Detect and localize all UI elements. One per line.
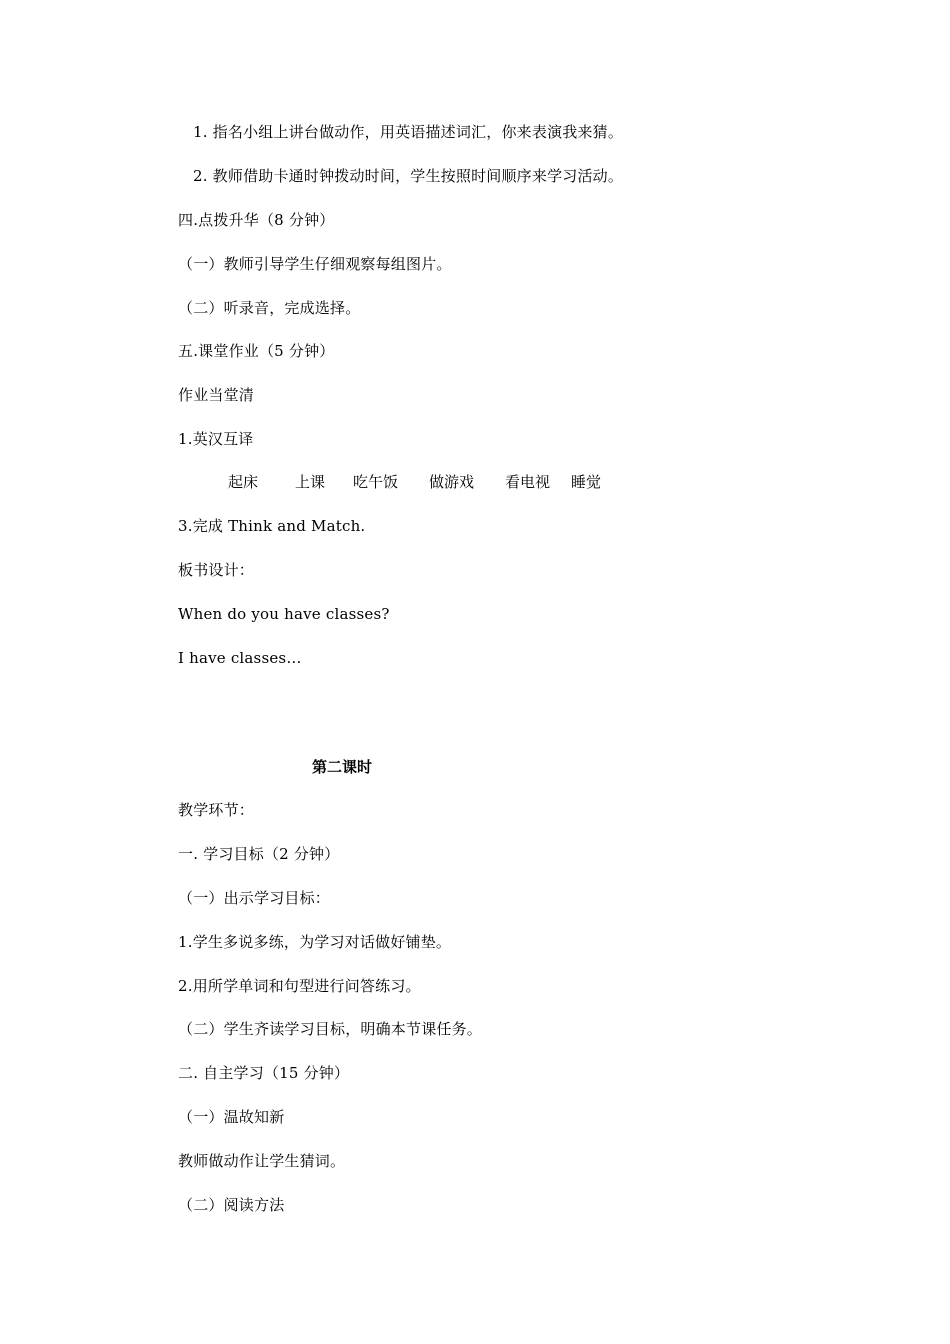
vocab-word: 看电视 [505, 473, 551, 491]
board-line-question: When do you have classes? [178, 605, 390, 623]
step-one-item-a: （一）出示学习目标： [178, 889, 331, 907]
list-item-clock-activity: 2. 教师借助卡通时钟拨动时间，学生按照时间顺序来学习活动。 [193, 167, 624, 185]
step-two-item-b: （二）阅读方法 [178, 1196, 285, 1214]
step-four-title: 四.点拨升华（8 分钟） [178, 211, 335, 229]
vocab-word: 睡觉 [571, 473, 602, 491]
vocab-word: 起床 [228, 473, 259, 491]
step-one-item-b: （二）学生齐读学习目标，明确本节课任务。 [178, 1020, 483, 1038]
homework-note: 作业当堂清 [178, 386, 255, 404]
vocab-list [178, 472, 778, 492]
step-one-title: 一. 学习目标（2 分钟） [178, 845, 340, 863]
exercise-one-title: 1.英汉互译 [178, 430, 254, 448]
vocab-word: 上课 [295, 473, 326, 491]
step-two-item-a: （一）温故知新 [178, 1108, 285, 1126]
step-five-title: 五.课堂作业（5 分钟） [178, 342, 335, 360]
step-four-item-a: （一）教师引导学生仔细观察每组图片。 [178, 255, 452, 273]
goal-one: 1.学生多说多练，为学习对话做好铺垫。 [178, 933, 452, 951]
exercise-three: 3.完成 Think and Match. [178, 517, 366, 535]
teaching-steps-title: 教学环节： [178, 801, 255, 819]
goal-two: 2.用所学单词和句型进行问答练习。 [178, 977, 421, 995]
board-line-answer: I have classes… [178, 649, 302, 667]
lesson-two-heading: 第二课时 [312, 758, 373, 776]
list-item-describe-vocab: 1. 指名小组上讲台做动作，用英语描述词汇，你来表演我来猜。 [193, 123, 624, 141]
vocab-word: 吃午饭 [353, 473, 399, 491]
step-four-item-b: （二）听录音，完成选择。 [178, 299, 361, 317]
vocab-word: 做游戏 [429, 473, 475, 491]
step-two-title: 二. 自主学习（15 分钟） [178, 1064, 350, 1082]
board-design-title: 板书设计： [178, 561, 255, 579]
step-two-item-a-text: 教师做动作让学生猜词。 [178, 1152, 346, 1170]
